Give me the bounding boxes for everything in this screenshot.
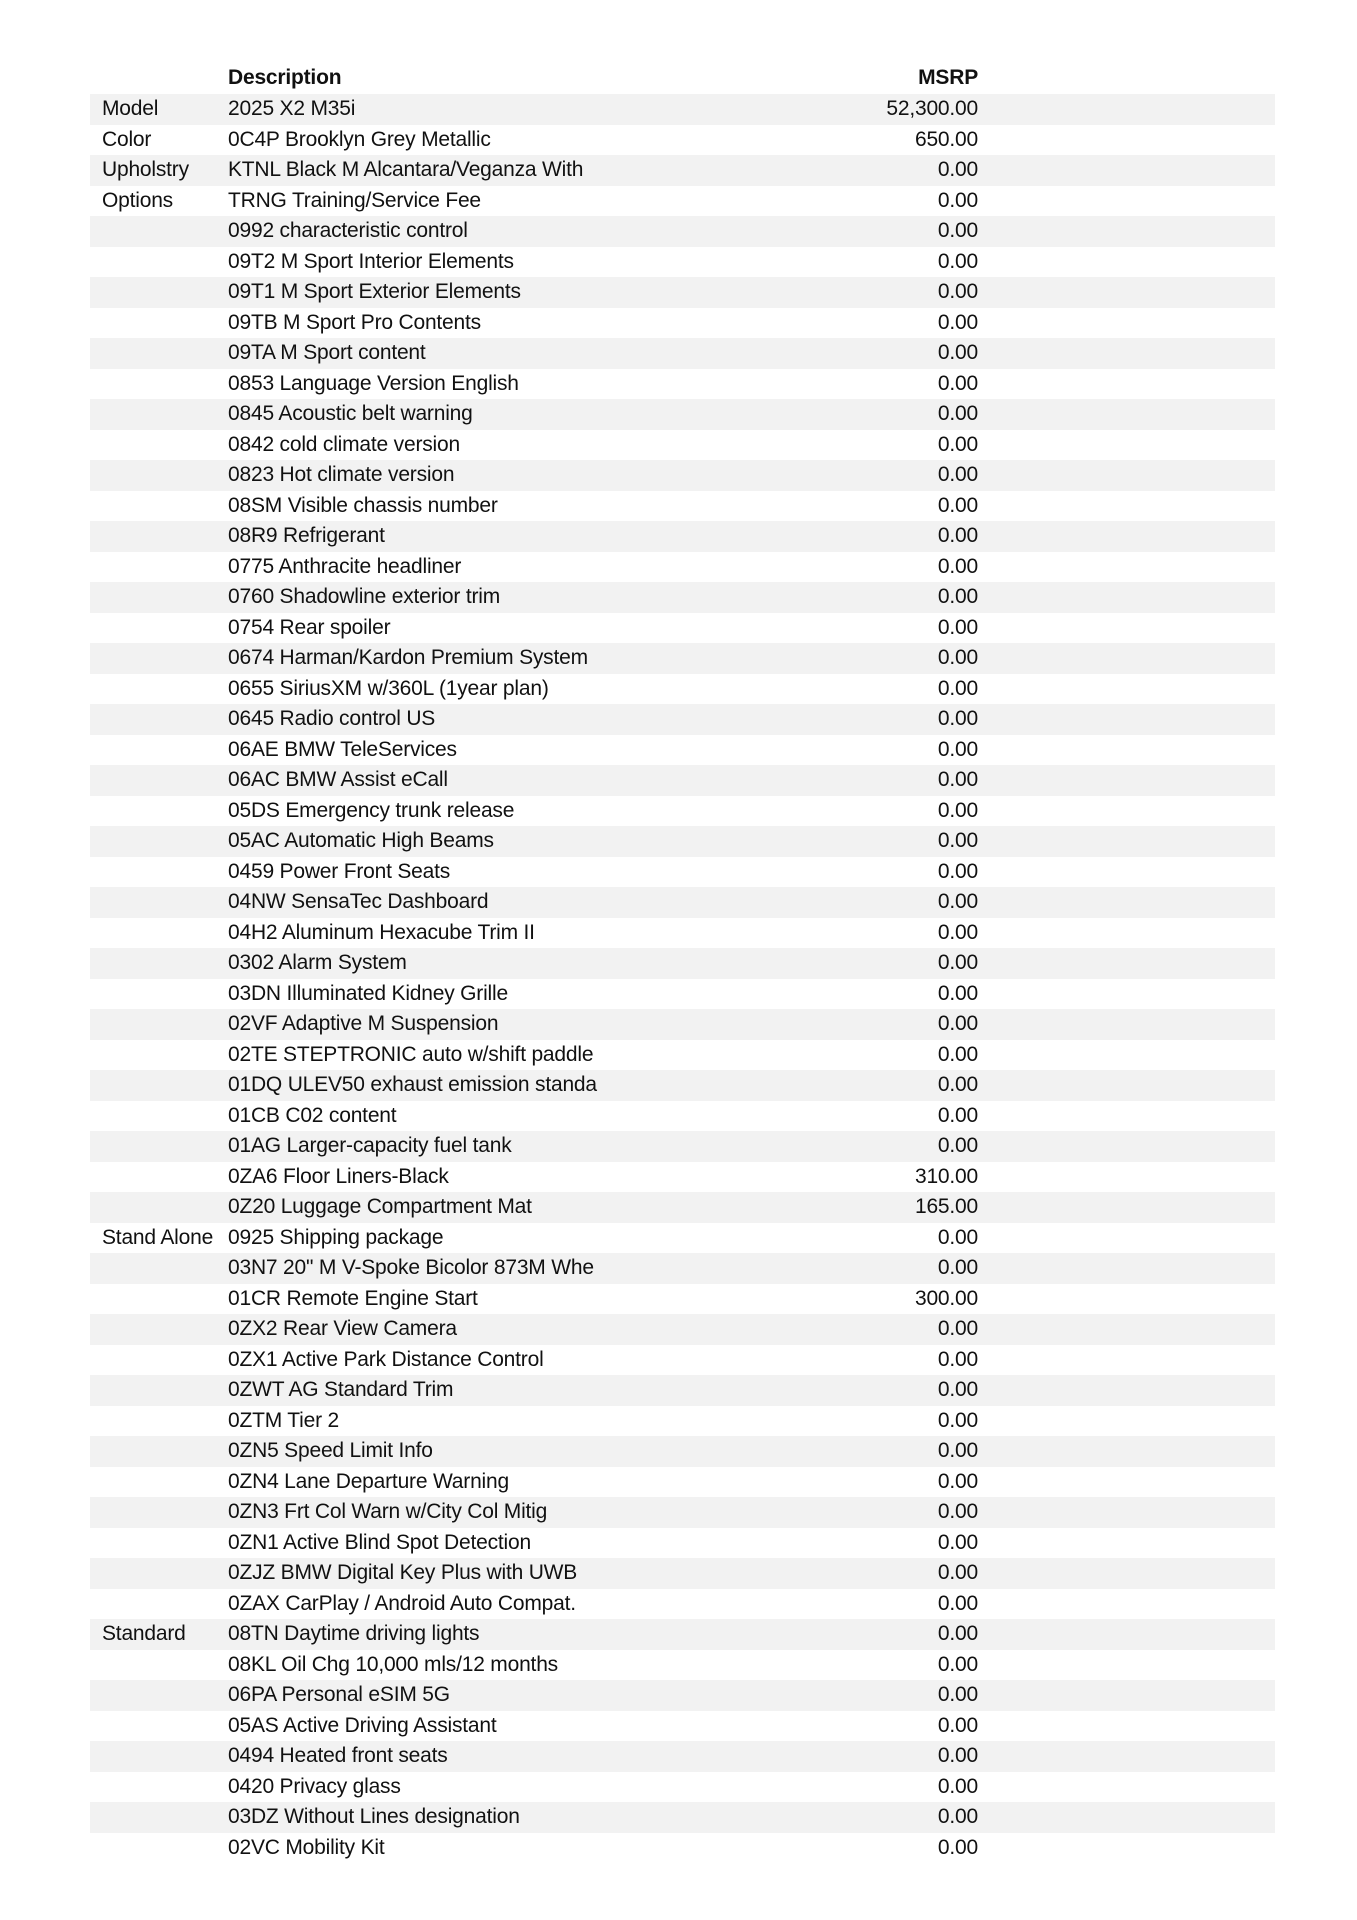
row-msrp: 0.00 (937, 707, 978, 731)
table-row (90, 613, 1275, 644)
row-description: 0302 Alarm System (228, 951, 407, 975)
table-row (90, 1253, 1275, 1284)
row-description: 0ZN5 Speed Limit Info (228, 1439, 433, 1463)
row-msrp: 0.00 (937, 737, 978, 761)
row-description: 0845 Acoustic belt warning (228, 402, 473, 426)
table-row (90, 369, 1275, 400)
table-row (90, 308, 1275, 339)
table-row (90, 1558, 1275, 1589)
description-column-header: Description (228, 66, 342, 89)
row-description: 01CR Remote Engine Start (228, 1286, 478, 1310)
table-row (90, 1802, 1275, 1833)
row-description: 09T1 M Sport Exterior Elements (228, 280, 521, 304)
row-msrp: 0.00 (937, 829, 978, 853)
table-row (90, 1070, 1275, 1101)
row-msrp: 0.00 (937, 1622, 978, 1646)
table-row (90, 247, 1275, 278)
row-description: 08R9 Refrigerant (228, 524, 385, 548)
row-description: 02VC Mobility Kit (228, 1835, 385, 1859)
row-msrp: 0.00 (937, 1073, 978, 1097)
row-description: 05AS Active Driving Assistant (228, 1713, 497, 1737)
row-description: 0992 characteristic control (228, 219, 468, 243)
table-row (90, 1772, 1275, 1803)
row-description: 06AC BMW Assist eCall (228, 768, 448, 792)
row-msrp: 0.00 (937, 249, 978, 273)
row-msrp: 0.00 (937, 310, 978, 334)
row-description: 0494 Heated front seats (228, 1744, 448, 1768)
row-msrp: 300.00 (914, 1286, 978, 1310)
table-row (90, 1436, 1275, 1467)
row-msrp: 0.00 (937, 585, 978, 609)
table-row (90, 582, 1275, 613)
row-category: Upholstry (102, 158, 189, 182)
table-row (90, 1680, 1275, 1711)
row-msrp: 0.00 (937, 920, 978, 944)
row-msrp: 0.00 (937, 676, 978, 700)
table-row (90, 887, 1275, 918)
table-row (90, 1345, 1275, 1376)
row-description: 0823 Hot climate version (228, 463, 455, 487)
row-msrp: 0.00 (937, 1500, 978, 1524)
row-description: 0ZX1 Active Park Distance Control (228, 1347, 544, 1371)
row-msrp: 0.00 (937, 1805, 978, 1829)
table-row (90, 1406, 1275, 1437)
row-msrp: 0.00 (937, 1652, 978, 1676)
row-category: Color (102, 127, 152, 151)
table-header (90, 62, 1275, 94)
row-description: 05DS Emergency trunk release (228, 798, 515, 822)
row-msrp: 0.00 (937, 280, 978, 304)
table-row (90, 216, 1275, 247)
row-msrp: 0.00 (937, 402, 978, 426)
row-description: 04NW SensaTec Dashboard (228, 890, 489, 914)
table-row (90, 1467, 1275, 1498)
row-msrp: 0.00 (937, 1835, 978, 1859)
row-description: 0ZN1 Active Blind Spot Detection (228, 1530, 531, 1554)
row-msrp: 0.00 (937, 158, 978, 182)
table-body (90, 94, 1275, 1863)
row-msrp: 0.00 (937, 1744, 978, 1768)
row-msrp: 0.00 (937, 1347, 978, 1371)
row-description: 02VF Adaptive M Suspension (228, 1012, 499, 1036)
row-msrp: 0.00 (937, 188, 978, 212)
row-description: 0Z20 Luggage Compartment Mat (228, 1195, 532, 1219)
row-description: 06PA Personal eSIM 5G (228, 1683, 450, 1707)
row-msrp: 0.00 (937, 219, 978, 243)
table-row (90, 338, 1275, 369)
table-row (90, 765, 1275, 796)
table-row (90, 399, 1275, 430)
row-category: Model (102, 97, 159, 121)
table-row (90, 1619, 1275, 1650)
table-row (90, 1375, 1275, 1406)
row-msrp: 0.00 (937, 1012, 978, 1036)
table-row (90, 918, 1275, 949)
row-msrp: 0.00 (937, 1561, 978, 1585)
table-row (90, 1284, 1275, 1315)
table-row (90, 735, 1275, 766)
table-row (90, 1040, 1275, 1071)
row-msrp: 0.00 (937, 1103, 978, 1127)
table-row (90, 1528, 1275, 1559)
row-msrp: 0.00 (937, 981, 978, 1005)
table-row (90, 125, 1275, 156)
row-description: 0420 Privacy glass (228, 1774, 401, 1798)
table-row (90, 1162, 1275, 1193)
row-description: 09T2 M Sport Interior Elements (228, 249, 514, 273)
table-row (90, 552, 1275, 583)
table-row (90, 979, 1275, 1010)
row-description: 0ZAX CarPlay / Android Auto Compat. (228, 1591, 576, 1615)
row-description: 0C4P Brooklyn Grey Metallic (228, 127, 491, 151)
row-msrp: 0.00 (937, 1469, 978, 1493)
row-msrp: 0.00 (937, 646, 978, 670)
row-category: Stand Alone (102, 1225, 214, 1249)
table-row (90, 491, 1275, 522)
table-row (90, 1741, 1275, 1772)
row-msrp: 0.00 (937, 951, 978, 975)
row-msrp: 52,300.00 (886, 97, 978, 121)
row-description: TRNG Training/Service Fee (228, 188, 481, 212)
row-msrp: 650.00 (914, 127, 978, 151)
row-msrp: 0.00 (937, 341, 978, 365)
table-row (90, 155, 1275, 186)
row-description: 01CB C02 content (228, 1103, 397, 1127)
row-msrp: 0.00 (937, 1530, 978, 1554)
row-msrp: 0.00 (937, 798, 978, 822)
row-msrp: 0.00 (937, 615, 978, 639)
row-description: 0655 SiriusXM w/360L (1year plan) (228, 676, 549, 700)
row-description: 0459 Power Front Seats (228, 859, 451, 883)
row-msrp: 0.00 (937, 1683, 978, 1707)
row-msrp: 310.00 (914, 1164, 978, 1188)
row-description: 08KL Oil Chg 10,000 mls/12 months (228, 1652, 558, 1676)
row-description: 0925 Shipping package (228, 1225, 444, 1249)
table-row (90, 1589, 1275, 1620)
row-msrp: 0.00 (937, 1439, 978, 1463)
row-description: 03DZ Without Lines designation (228, 1805, 520, 1829)
row-msrp: 0.00 (937, 1256, 978, 1280)
row-description: 0645 Radio control US (228, 707, 436, 731)
table-row (90, 186, 1275, 217)
row-msrp: 0.00 (937, 859, 978, 883)
row-description: 04H2 Aluminum Hexacube Trim II (228, 920, 535, 944)
row-msrp: 0.00 (937, 1713, 978, 1737)
row-description: KTNL Black M Alcantara/Veganza With (228, 158, 584, 182)
row-description: 0ZX2 Rear View Camera (228, 1317, 457, 1341)
row-description: 09TA M Sport content (228, 341, 426, 365)
row-msrp: 0.00 (937, 371, 978, 395)
table-row (90, 826, 1275, 857)
table-row (90, 704, 1275, 735)
row-description: 0842 cold climate version (228, 432, 460, 456)
row-msrp: 0.00 (937, 1042, 978, 1066)
table-row (90, 1497, 1275, 1528)
table-row (90, 1192, 1275, 1223)
row-description: 0754 Rear spoiler (228, 615, 391, 639)
row-msrp: 0.00 (937, 890, 978, 914)
row-msrp: 0.00 (937, 1134, 978, 1158)
row-description: 01DQ ULEV50 exhaust emission standa (228, 1073, 597, 1097)
row-msrp: 0.00 (937, 493, 978, 517)
row-msrp: 0.00 (937, 1378, 978, 1402)
table-row (90, 1223, 1275, 1254)
row-description: 02TE STEPTRONIC auto w/shift paddle (228, 1042, 594, 1066)
row-description: 0775 Anthracite headliner (228, 554, 462, 578)
table-row (90, 521, 1275, 552)
row-description: 0674 Harman/Kardon Premium System (228, 646, 588, 670)
table-row (90, 948, 1275, 979)
row-description: 2025 X2 M35i (228, 97, 356, 121)
table-row (90, 1833, 1275, 1864)
row-msrp: 0.00 (937, 554, 978, 578)
table-row (90, 1101, 1275, 1132)
table-row (90, 1131, 1275, 1162)
row-description: 0ZN4 Lane Departure Warning (228, 1469, 509, 1493)
row-msrp: 0.00 (937, 1591, 978, 1615)
row-msrp: 0.00 (937, 463, 978, 487)
row-description: 05AC Automatic High Beams (228, 829, 494, 853)
table-row (90, 1314, 1275, 1345)
row-description: 0853 Language Version English (228, 371, 519, 395)
msrp-column-header: MSRP (918, 66, 978, 89)
row-description: 03DN Illuminated Kidney Grille (228, 981, 508, 1005)
table-row (90, 1009, 1275, 1040)
row-msrp: 0.00 (937, 1317, 978, 1341)
row-description: 0ZN3 Frt Col Warn w/City Col Mitig (228, 1500, 548, 1524)
row-description: 0ZTM Tier 2 (228, 1408, 339, 1432)
row-description: 08SM Visible chassis number (228, 493, 498, 517)
row-msrp: 0.00 (937, 524, 978, 548)
row-description: 0ZWT AG Standard Trim (228, 1378, 454, 1402)
row-description: 0ZA6 Floor Liners-Black (228, 1164, 449, 1188)
row-description: 01AG Larger-capacity fuel tank (228, 1134, 512, 1158)
table-row (90, 1650, 1275, 1681)
row-description: 06AE BMW TeleServices (228, 737, 457, 761)
row-category: Options (102, 188, 173, 212)
table-row (90, 460, 1275, 491)
row-msrp: 0.00 (937, 768, 978, 792)
row-msrp: 0.00 (937, 1408, 978, 1432)
table-row (90, 94, 1275, 125)
row-description: 08TN Daytime driving lights (228, 1622, 480, 1646)
row-msrp: 0.00 (937, 1225, 978, 1249)
msrp-table (90, 62, 1275, 1863)
table-row (90, 430, 1275, 461)
row-description: 0ZJZ BMW Digital Key Plus with UWB (228, 1561, 578, 1585)
table-row (90, 643, 1275, 674)
table-row (90, 796, 1275, 827)
row-category: Standard (102, 1622, 186, 1646)
row-description: 03N7 20" M V-Spoke Bicolor 873M Whe (228, 1256, 594, 1280)
row-description: 09TB M Sport Pro Contents (228, 310, 481, 334)
row-msrp: 0.00 (937, 1774, 978, 1798)
table-row (90, 277, 1275, 308)
row-description: 0760 Shadowline exterior trim (228, 585, 501, 609)
table-row (90, 857, 1275, 888)
row-msrp: 165.00 (914, 1195, 978, 1219)
row-msrp: 0.00 (937, 432, 978, 456)
table-row (90, 674, 1275, 705)
table-row (90, 1711, 1275, 1742)
